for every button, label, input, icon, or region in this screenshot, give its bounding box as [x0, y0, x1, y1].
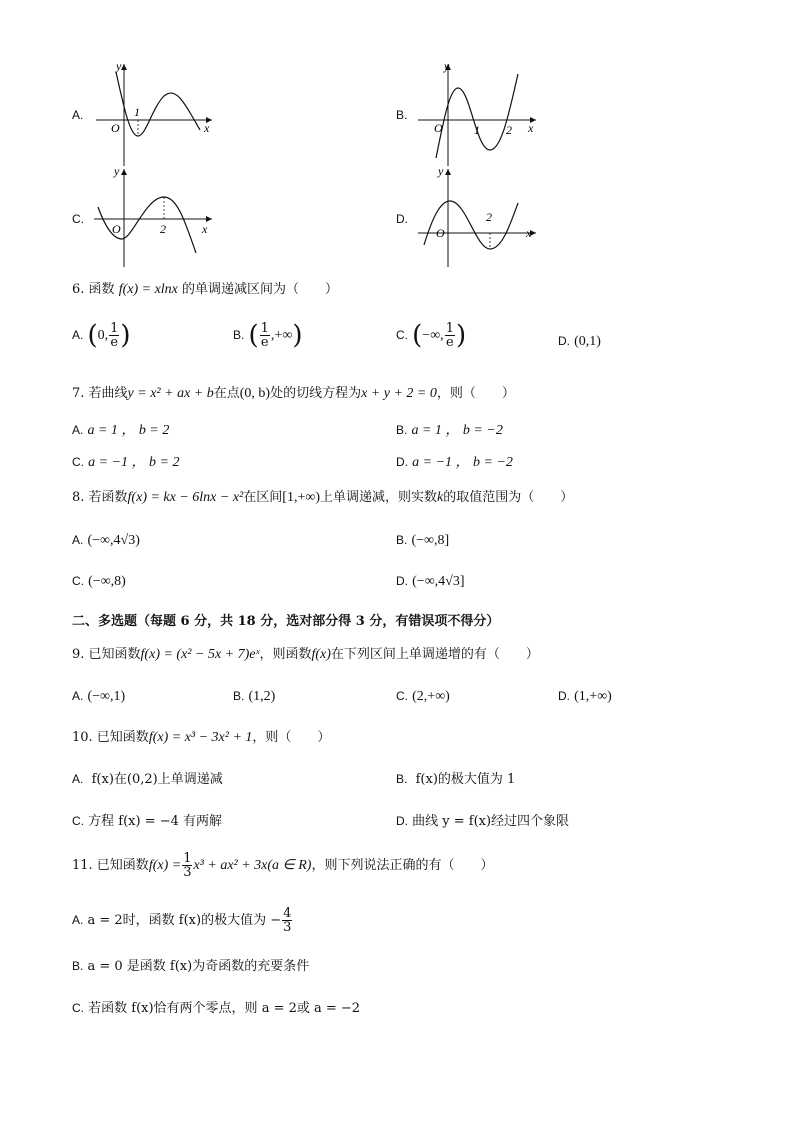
q8-stem: 8. 若函数f(x) = kx − 6lnx − x²在区间[1,+∞)上单调递减，则实数k的取值范围为（ ）: [72, 490, 574, 505]
q11-option-b[interactable]: B. a = 0 是函数 f(x)为奇函数的充要条件: [72, 959, 310, 974]
q11-option-a[interactable]: A. a = 2时，函数 f(x)的极大值为 − $\frac{4}{3}$: [72, 906, 292, 935]
q8-option-b[interactable]: B. (−∞,8]: [396, 533, 450, 548]
q8-option-d[interactable]: D. (−∞,4√3]: [396, 574, 465, 589]
q7-stem: 7. 若曲线y = x² + ax + b在点(0, b)处的切线方程为x + y + 2 = 0，则（ ）: [72, 386, 515, 401]
graph-d-tick: 2: [486, 210, 492, 224]
q6-option-c[interactable]: C. (−∞, $\frac{1}{e}$ ): [396, 320, 467, 351]
graph-c-y: y: [114, 164, 120, 178]
q7-option-b[interactable]: B. a = 1 ， b = −2: [396, 423, 503, 438]
q11-stem: 11. 已知函数f(x) = $\frac{1}{3}$ x³ + ax² + 3x(a ∈ R)，则下列说法正确的有（ ）: [72, 851, 494, 880]
graph-a-tick: 1: [134, 105, 140, 119]
q9-option-b[interactable]: B. (1,2): [233, 689, 276, 704]
graph-a: [90, 58, 220, 168]
q10-option-b[interactable]: B. f(x)的极大值为 1: [396, 772, 516, 787]
graph-b: [414, 58, 544, 168]
q8-option-c[interactable]: C. (−∞,8): [72, 574, 126, 589]
graph-b-tick1: 1: [474, 123, 480, 137]
graph-c: [90, 163, 220, 268]
q9-option-d[interactable]: D. (1,+∞): [558, 689, 612, 704]
graph-c-tick: 2: [160, 222, 166, 236]
graph-d-x: x: [526, 226, 532, 240]
q6-option-b[interactable]: B. ( $\frac{1}{e}$ ,+∞): [233, 320, 303, 351]
q10-option-d[interactable]: D. 曲线 y = f(x)经过四个象限: [396, 814, 570, 829]
q9-stem: 9. 已知函数f(x) = (x² − 5x + 7)eˣ，则函数f(x)在下列区间上单调递增的有（ ）: [72, 647, 539, 662]
q10-stem: 10. 已知函数f(x) = x³ − 3x² + 1，则（ ）: [72, 730, 331, 745]
graph-d-label: D.: [396, 212, 408, 226]
graph-a-origin: O: [111, 121, 120, 135]
q10-option-a[interactable]: A. f(x)在(0,2)上单调递减: [72, 772, 223, 787]
graph-b-origin: O: [434, 121, 443, 135]
q7-option-c[interactable]: C. a = −1 ， b = 2: [72, 455, 180, 470]
q6-stem: 6. 函数 f(x) = xlnx 的单调递减区间为（ ）: [72, 282, 339, 297]
graph-b-x: x: [528, 121, 534, 135]
graph-a-label: A.: [72, 108, 84, 122]
graph-b-tick2: 2: [506, 123, 512, 137]
q11-option-c[interactable]: C. 若函数 f(x)恰有两个零点，则 a = 2或 a = −2: [72, 1001, 361, 1016]
graph-d-origin: O: [436, 226, 445, 240]
q7-option-a[interactable]: A. a = 1 ， b = 2: [72, 423, 170, 438]
graph-c-label: C.: [72, 212, 84, 226]
graph-d-y: y: [438, 164, 444, 178]
q9-option-a[interactable]: A. (−∞,1): [72, 689, 126, 704]
section-heading: 二、多选题（每题 6 分，共 18 分，选对部分得 3 分，有错误项不得分）: [72, 614, 500, 629]
q7-option-d[interactable]: D. a = −1 ， b = −2: [396, 455, 513, 470]
q10-option-c[interactable]: C. 方程 f(x) = −4 有两解: [72, 814, 223, 829]
q8-option-a[interactable]: A. (−∞,4√3): [72, 533, 140, 548]
q6-option-a[interactable]: A. (0, $\frac{1}{e}$ ): [72, 320, 131, 351]
graph-d: [414, 163, 544, 268]
graph-a-y: y: [116, 59, 122, 73]
graph-c-origin: O: [112, 222, 121, 236]
graph-c-x: x: [202, 222, 208, 236]
q6-option-d[interactable]: D. (0,1): [558, 334, 601, 349]
q9-option-c[interactable]: C. (2,+∞): [396, 689, 450, 704]
graph-a-x: x: [204, 121, 210, 135]
graph-b-y: y: [444, 59, 450, 73]
graph-b-label: B.: [396, 108, 408, 122]
